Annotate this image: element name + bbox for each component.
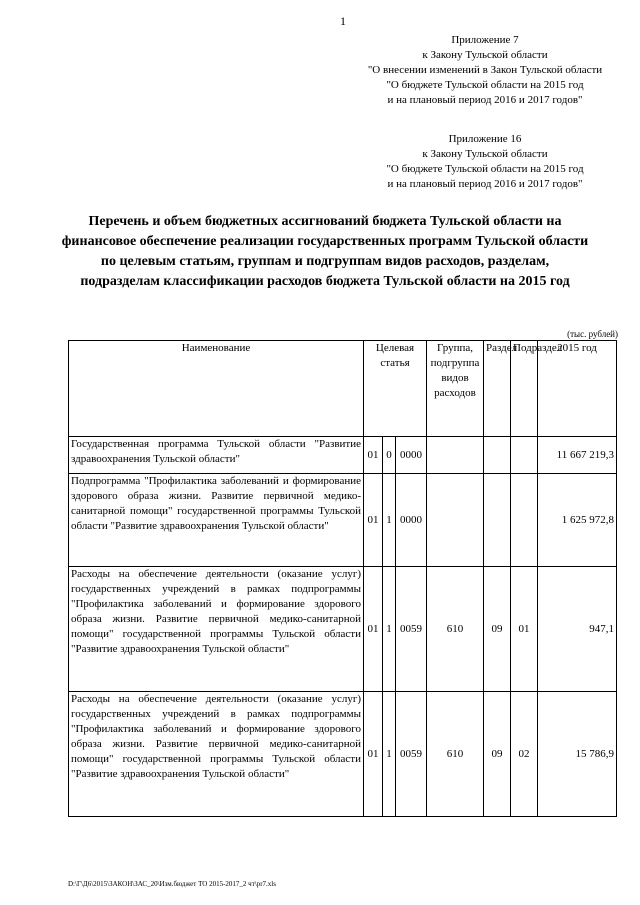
table-row	[69, 437, 617, 474]
table-row	[69, 692, 617, 817]
page-number: 1	[340, 14, 346, 28]
row-code-direction: 0059	[396, 692, 427, 817]
appendix-7-line: Приложение 7	[451, 34, 519, 46]
row-subsection	[511, 437, 538, 474]
appendix-16-line: к Закону Тульской области	[422, 148, 548, 160]
table-header-row	[69, 341, 617, 437]
units-label: (тыс. рублей)	[567, 329, 618, 339]
appendix-7-line: "О бюджете Тульской области на 2015 год	[386, 79, 584, 91]
appendix-16-header	[350, 132, 620, 192]
header-expense-group: Группа, подгруппа видов расходов	[427, 341, 484, 437]
row-code-subprogram: 1	[383, 474, 396, 567]
row-code-direction: 0000	[396, 474, 427, 567]
row-code-direction: 0000	[396, 437, 427, 474]
row-expense-group: 610	[427, 567, 484, 692]
row-amount: 11 667 219,3	[538, 437, 617, 474]
header-subsection: Подраздел	[511, 341, 538, 437]
row-code-program: 01	[364, 692, 383, 817]
table-row	[69, 474, 617, 567]
row-subsection: 02	[511, 692, 538, 817]
row-code-subprogram: 1	[383, 567, 396, 692]
row-section	[484, 437, 511, 474]
row-name: Расходы на обеспечение деятельности (оказание услуг) государственных учреждений в рамках подпрограммы "Профилактика заболеваний и формирование здорового образа жизни. Развитие первичной медико-санитарной помощи" государственной программы Тульской области "Развитие здравоохранения Тульской области"	[69, 567, 364, 692]
row-subsection	[511, 474, 538, 567]
document-title: Перечень и объем бюджетных ассигнований бюджета Тульской области на финансовое обеспечение реализации государственных программ Тульской области по целевым статьям, группам и подгруппам видов расходов, разделам, подразделам классификации расходов бюджета Тульской области на 2015 год	[61, 214, 589, 289]
header-target-article: Целевая статья	[364, 341, 427, 437]
row-expense-group	[427, 437, 484, 474]
header-section: Раздел	[484, 341, 511, 437]
row-subsection: 01	[511, 567, 538, 692]
appendix-7-line: и на плановый период 2016 и 2017 годов"	[387, 94, 583, 106]
row-section	[484, 474, 511, 567]
appendix-7-line: "О внесении изменений в Закон Тульской области	[367, 64, 603, 76]
row-code-subprogram: 0	[383, 437, 396, 474]
row-code-direction: 0059	[396, 567, 427, 692]
appendix-7-line: к Закону Тульской области	[422, 49, 548, 61]
appendix-7-header	[350, 33, 620, 108]
row-code-program: 01	[364, 437, 383, 474]
row-code-program: 01	[364, 567, 383, 692]
row-expense-group	[427, 474, 484, 567]
file-path-footer: D:\Г\Д6\2015\ЗАКОН\ЗАС_20\Изм.бюджет ТО 2015-2017_2 чт\pr7.xls	[68, 880, 276, 888]
header-year: 2015 год	[538, 341, 617, 437]
row-name: Подпрограмма "Профилактика заболеваний и формирование здорового образа жизни. Развитие первичной медико-санитарной помощи" государственной программы Тульской области "Развитие здравоохранения Тульской области"	[69, 474, 364, 567]
row-expense-group: 610	[427, 692, 484, 817]
row-code-program: 01	[364, 474, 383, 567]
row-amount: 1 625 972,8	[538, 474, 617, 567]
row-section: 09	[484, 567, 511, 692]
row-code-subprogram: 1	[383, 692, 396, 817]
row-name: Государственная программа Тульской области "Развитие здравоохранения Тульской области"	[69, 437, 364, 474]
budget-table	[68, 340, 617, 817]
appendix-16-line: "О бюджете Тульской области на 2015 год	[386, 163, 584, 175]
row-name: Расходы на обеспечение деятельности (оказание услуг) государственных учреждений в рамках подпрограммы "Профилактика заболеваний и формирование здорового образа жизни. Развитие первичной медико-санитарной помощи" государственной программы Тульской области "Развитие здравоохранения Тульской области"	[69, 692, 364, 817]
header-name: Наименование	[69, 341, 364, 437]
appendix-16-line: Приложение 16	[448, 133, 522, 145]
row-amount: 15 786,9	[538, 692, 617, 817]
appendix-16-line: и на плановый период 2016 и 2017 годов"	[387, 178, 583, 190]
table-row	[69, 567, 617, 692]
row-section: 09	[484, 692, 511, 817]
row-amount: 947,1	[538, 567, 617, 692]
